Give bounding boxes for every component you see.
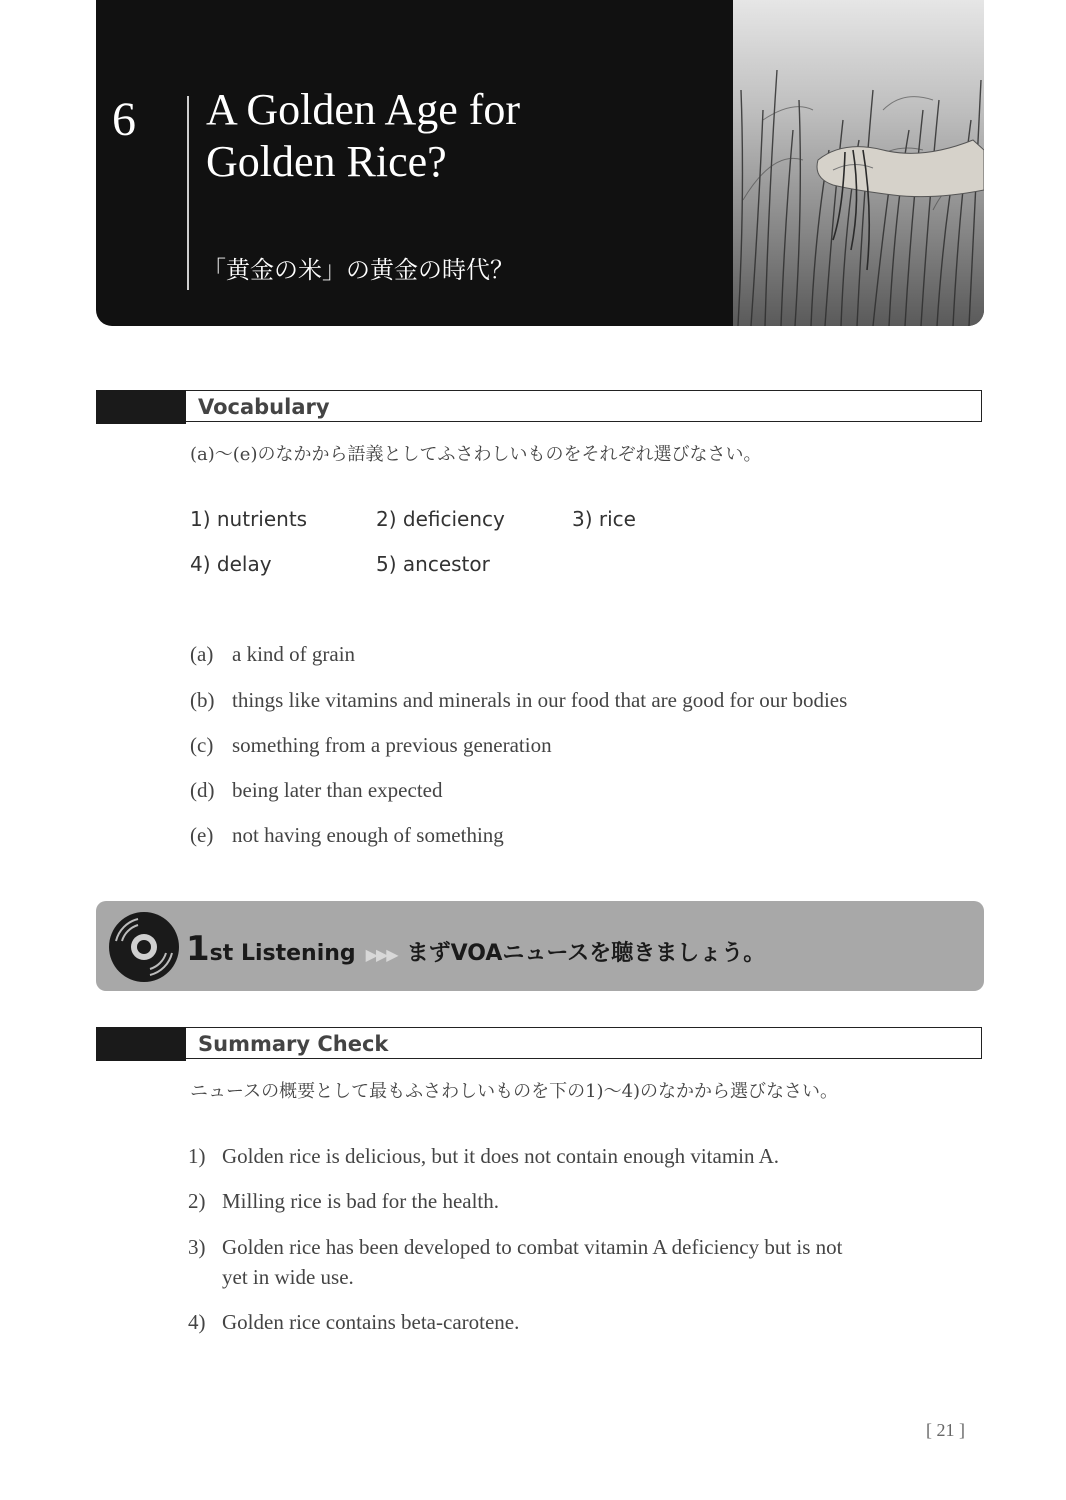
definition-text: being later than expected [232,778,443,802]
summary-heading: Summary Check [186,1027,982,1059]
definition-text: not having enough of something [232,823,504,847]
option-number: 1) [188,1144,206,1168]
cd-icon [108,911,180,983]
option-number: 2) [188,1189,206,1213]
unit-title-line1: A Golden Age for [206,85,521,134]
vocabulary-header [96,390,984,424]
vocabulary-heading: Vocabulary [186,390,982,422]
section-bar [96,1027,186,1061]
header-divider [187,96,189,290]
summary-option [188,1232,988,1292]
vocab-word: 1) nutrients [190,507,308,531]
arrow-icon: ▶▶▶ [365,945,397,964]
vocab-word: 4) delay [190,552,272,576]
vocabulary-instruction: (a)～(e)のなかから語義としてふさわしいものをそれぞれ選びなさい。 [190,444,762,465]
listening-instruction: まずVOAニュースを聴きましょう。 [406,941,766,966]
definition-text: a kind of grain [232,642,356,666]
definition-item [190,778,442,803]
vocab-word: 3) rice [572,507,636,531]
summary-instruction: ニュースの概要として最もふさわしいものを下の1)～4)のなかから選びなさい。 [190,1081,839,1102]
option-text: Golden rice is delicious, but it does not contain enough vitamin A. [222,1144,779,1168]
rice-field-photo [733,0,984,326]
definition-label: (c) [190,733,214,757]
listening-label [186,929,765,969]
listening-banner [96,901,984,991]
summary-option [188,1307,988,1337]
option-text-continued: yet in wide use. [222,1265,354,1289]
definition-item [190,688,847,713]
definition-text: things like vitamins and minerals in our food that are good for our bodies [232,688,848,712]
vocab-word: 2) deficiency [376,507,505,531]
listening-number: 1 [186,929,210,969]
definition-item [190,823,504,848]
option-number: 4) [188,1310,206,1334]
summary-header [96,1027,984,1061]
definition-label: (e) [190,823,214,847]
unit-title-line2: Golden Rice? [206,137,447,186]
unit-number: 6 [112,93,136,146]
listening-text: st Listening [209,941,356,966]
unit-title [206,84,726,188]
unit-subtitle: 「黄金の米」の黄金の時代？ [202,256,514,284]
definition-label: (d) [190,778,215,802]
summary-option [188,1186,988,1216]
option-text: Milling rice is bad for the health. [222,1189,500,1213]
definition-label: (a) [190,642,214,666]
option-number: 3) [188,1235,206,1259]
section-bar [96,390,186,424]
option-text: Golden rice has been developed to combat vitamin A deficiency but is not [222,1235,843,1259]
option-text: Golden rice contains beta-carotene. [222,1310,520,1334]
page-number: [ 21 ] [926,1420,965,1440]
unit-header [96,0,984,326]
vocab-word: 5) ancestor [376,552,490,576]
definition-text: something from a previous generation [232,733,552,757]
definition-label: (b) [190,688,215,712]
definition-item [190,642,355,667]
summary-option [188,1141,988,1171]
definition-item [190,733,552,758]
